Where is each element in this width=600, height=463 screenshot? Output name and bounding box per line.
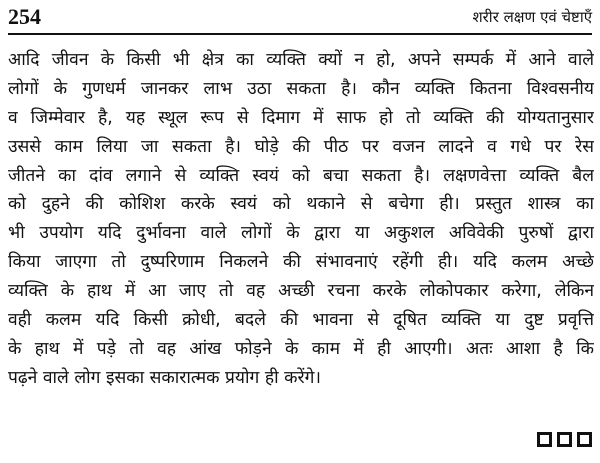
text-line: व जिम्मेवार है, यह स्थूल रूप से दिमाग में साफ हो तो व्यक्ति की योग्यतानुसार: [8, 107, 594, 128]
text-line: उससे काम लिया जा सकता है। घोड़े की पीठ पर वजन लादने व गधे पर रेस: [8, 136, 594, 157]
text-line: जीतने का दांव लगाने से व्यक्ति स्वयं को बचा सकता है। लक्षणवेत्ता व्यक्ति बैल: [8, 165, 594, 186]
square-outline-icon: [577, 432, 592, 447]
square-outline-icon: [537, 432, 552, 447]
square-outline-icon: [557, 432, 572, 447]
text-line: लोगों के गुणधर्म जानकर लाभ उठा सकता है। कौन व्यक्ति कितना विश्वसनीय: [8, 78, 594, 99]
text-line: वही कलम यदि किसी क्रोधी, बदले की भावना से दूषित व्यक्ति या दुष्ट प्रवृत्ति: [8, 310, 594, 331]
page-number: 254: [8, 4, 41, 29]
text-line: पढ़ने वाले लोग इसका सकारात्मक प्रयोग ही करेंगे।: [8, 367, 321, 388]
text-line: व्यक्ति के हाथ में आ जाए तो वह अच्छी रचना करके लोकोपकार करेगा, लेकिन: [8, 281, 594, 302]
text-line: के हाथ में पड़े तो वह आंख फोड़ने के काम में ही आएगी। अतः आशा है कि: [8, 338, 594, 359]
text-line: आदि जीवन के किसी भी क्षेत्र का व्यक्ति क्यों न हो, अपने सम्पर्क में आने वाले: [8, 50, 594, 70]
text-line: किया जाएगा तो दुष्परिणाम निकलने की संभावनाएं रहेंगी ही। यदि कलम अच्छे: [8, 252, 594, 273]
body-paragraph: [8, 46, 594, 393]
header-rule: [8, 33, 592, 35]
section-end-marks: [537, 432, 592, 447]
text-line: को दुहने की कोशिश करके स्वयं को थकाने से बचेगा ही। प्रस्तुत शास्त्र का: [8, 194, 594, 215]
page-header: [8, 4, 592, 30]
text-line: भी उपयोग यदि दुर्भावना वाले लोगों के द्वारा या अकुशल अविवेकी पुरुषों द्वारा: [8, 223, 594, 244]
running-title: शरीर लक्षण एवं चेष्टाएँ: [472, 8, 592, 26]
